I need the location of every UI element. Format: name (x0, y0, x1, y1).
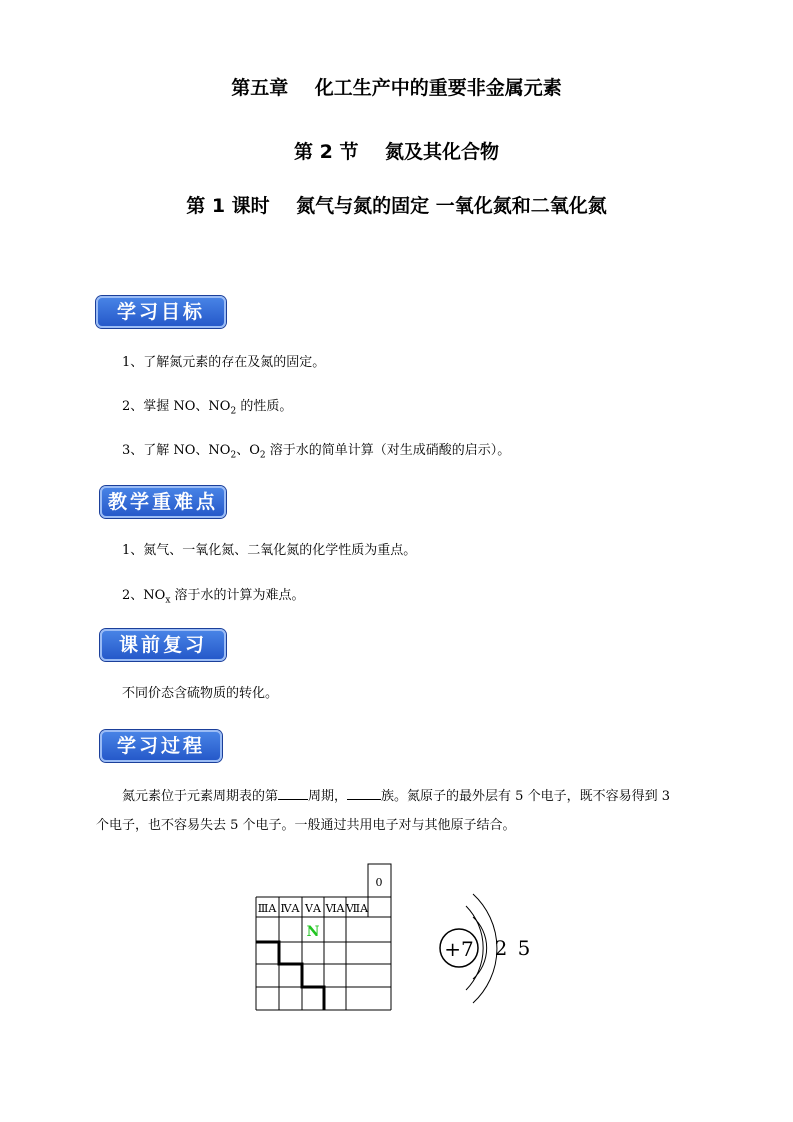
badge-learning-goals: 学习目标 (96, 296, 226, 328)
group-label-4a: ⅣA (280, 902, 300, 915)
goal-item-1: 1、了解氮元素的存在及氮的固定。 (122, 355, 326, 370)
review-text: 不同价态含硫物质的转化。 (122, 686, 279, 701)
badge-key-points: 教学重难点 (100, 486, 226, 518)
blank-group (347, 787, 381, 800)
lesson-title: 第 1 课时 氮气与氮的固定 一氧化氮和二氧化氮 (186, 195, 607, 217)
key-point-2: 2、$NO_x$ 溶于水的计算为难点。 (122, 588, 305, 606)
nucleus-circle (440, 929, 478, 967)
metal-nonmetal-staircase (256, 942, 324, 1010)
group-label-3a: ⅢA (257, 902, 277, 915)
chapter-title: 第五章 化工生产中的重要非金属元素 (231, 77, 562, 99)
group-zero-label: 0 (375, 876, 383, 889)
blank-period (278, 787, 308, 800)
section-title: 第 2 节 氮及其化合物 (294, 141, 499, 163)
goal-item-2: 2、掌握 NO、$NO_2$ 的性质。 (122, 399, 293, 417)
group-label-7a: ⅦA (345, 902, 369, 915)
electron-shell-arc-3 (473, 894, 497, 1003)
shell-1-electrons: 2 (494, 936, 508, 960)
shell-2-electrons: 5 (517, 936, 531, 960)
process-line-2: 个电子，也不容易失去 5 个电子。一般通过共用电子对与其他原子结合。 (96, 818, 516, 833)
electron-shell-arc-1 (473, 917, 487, 979)
group-label-6a: ⅥA (325, 902, 345, 915)
key-point-1: 1、氮气、一氧化氮、二氧化氮的化学性质为重点。 (122, 543, 417, 558)
badge-learning-process: 学习过程 (100, 730, 222, 762)
atom-structure-diagram (440, 894, 530, 1003)
electron-shell-arc-2 (466, 906, 483, 990)
element-nitrogen: N (306, 924, 320, 940)
group-label-5a: ⅤA (305, 902, 321, 915)
goal-item-3: 3、了解 NO、$NO_2$、$O_2$ 溶于水的简单计算（对生成硝酸的启示）。 (122, 443, 511, 461)
periodic-table-grid (256, 864, 391, 1010)
nucleus-charge: +7 (444, 937, 474, 961)
process-line-1: 氮元素位于元素周期表的第 周期， 族。氮原子的最外层有 5 个电子，既不容易得到 3 (122, 789, 670, 804)
badge-review: 课前复习 (100, 629, 226, 661)
